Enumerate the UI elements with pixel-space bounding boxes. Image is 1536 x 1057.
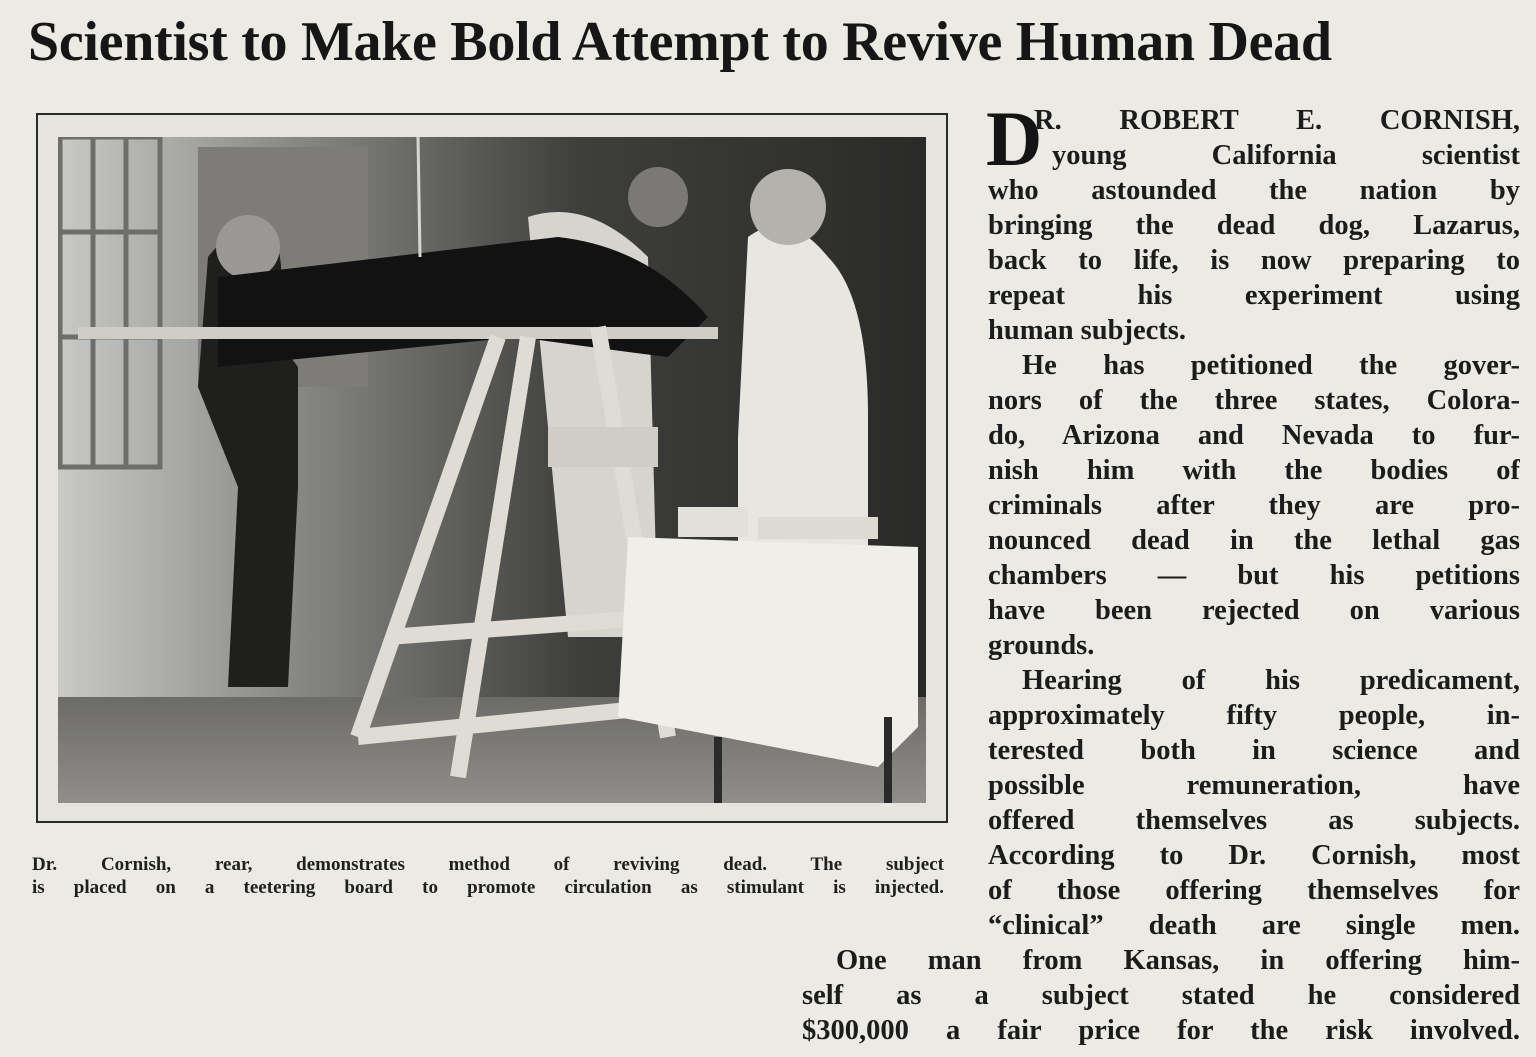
article-line: self as a subject stated he considered bbox=[802, 980, 1520, 1011]
drop-cap: D bbox=[986, 95, 1043, 182]
article-line: According to Dr. Cornish, most bbox=[988, 840, 1520, 871]
article-line: of those offering themselves for bbox=[988, 875, 1520, 906]
article-line: bringing the dead dog, Lazarus, bbox=[988, 210, 1520, 241]
photo-caption bbox=[32, 853, 944, 899]
article-line: $300,000 a fair price for the risk involved. bbox=[802, 1015, 1520, 1046]
article-line: One man from Kansas, in offering him- bbox=[836, 945, 1520, 976]
article-line: criminals after they are pro- bbox=[988, 490, 1520, 521]
article-line: terested both in science and bbox=[988, 735, 1520, 766]
article-line: who astounded the nation by bbox=[988, 175, 1520, 206]
article-line: nish him with the bodies of bbox=[988, 455, 1520, 486]
article-line: repeat his experiment using bbox=[988, 280, 1520, 311]
article-line: R. ROBERT E. CORNISH, bbox=[1034, 105, 1520, 136]
article-line: offered themselves as subjects. bbox=[988, 805, 1520, 836]
photo-frame bbox=[36, 113, 948, 823]
article-line: back to life, is now preparing to bbox=[988, 245, 1520, 276]
caption-line-2: is placed on a teetering board to promote circulation as stimulant is injected. bbox=[32, 877, 944, 898]
caption-line-1: Dr. Cornish, rear, demonstrates method of reviving dead. The subject bbox=[32, 854, 944, 875]
lab-photo bbox=[58, 137, 926, 803]
article-line: grounds. bbox=[988, 630, 1095, 661]
article-line: have been rejected on various bbox=[988, 595, 1520, 626]
article-line: nors of the three states, Colora- bbox=[988, 385, 1520, 416]
article-line: He has petitioned the gover- bbox=[1022, 350, 1520, 381]
article-line: Hearing of his predicament, bbox=[1022, 665, 1520, 696]
headline: Scientist to Make Bold Attempt to Revive Human Dead bbox=[28, 11, 1332, 73]
article-line: do, Arizona and Nevada to fur- bbox=[988, 420, 1520, 451]
article-line: “clinical” death are single men. bbox=[988, 910, 1520, 941]
article-line: young California scientist bbox=[1052, 140, 1520, 171]
article-line: nounced dead in the lethal gas bbox=[988, 525, 1520, 556]
article-line: possible remuneration, have bbox=[988, 770, 1520, 801]
article-line: human subjects. bbox=[988, 315, 1186, 346]
article-line: approximately fifty people, in- bbox=[988, 700, 1520, 731]
article-line: chambers — but his petitions bbox=[988, 560, 1520, 591]
photo-lab-scene-icon bbox=[58, 137, 926, 803]
